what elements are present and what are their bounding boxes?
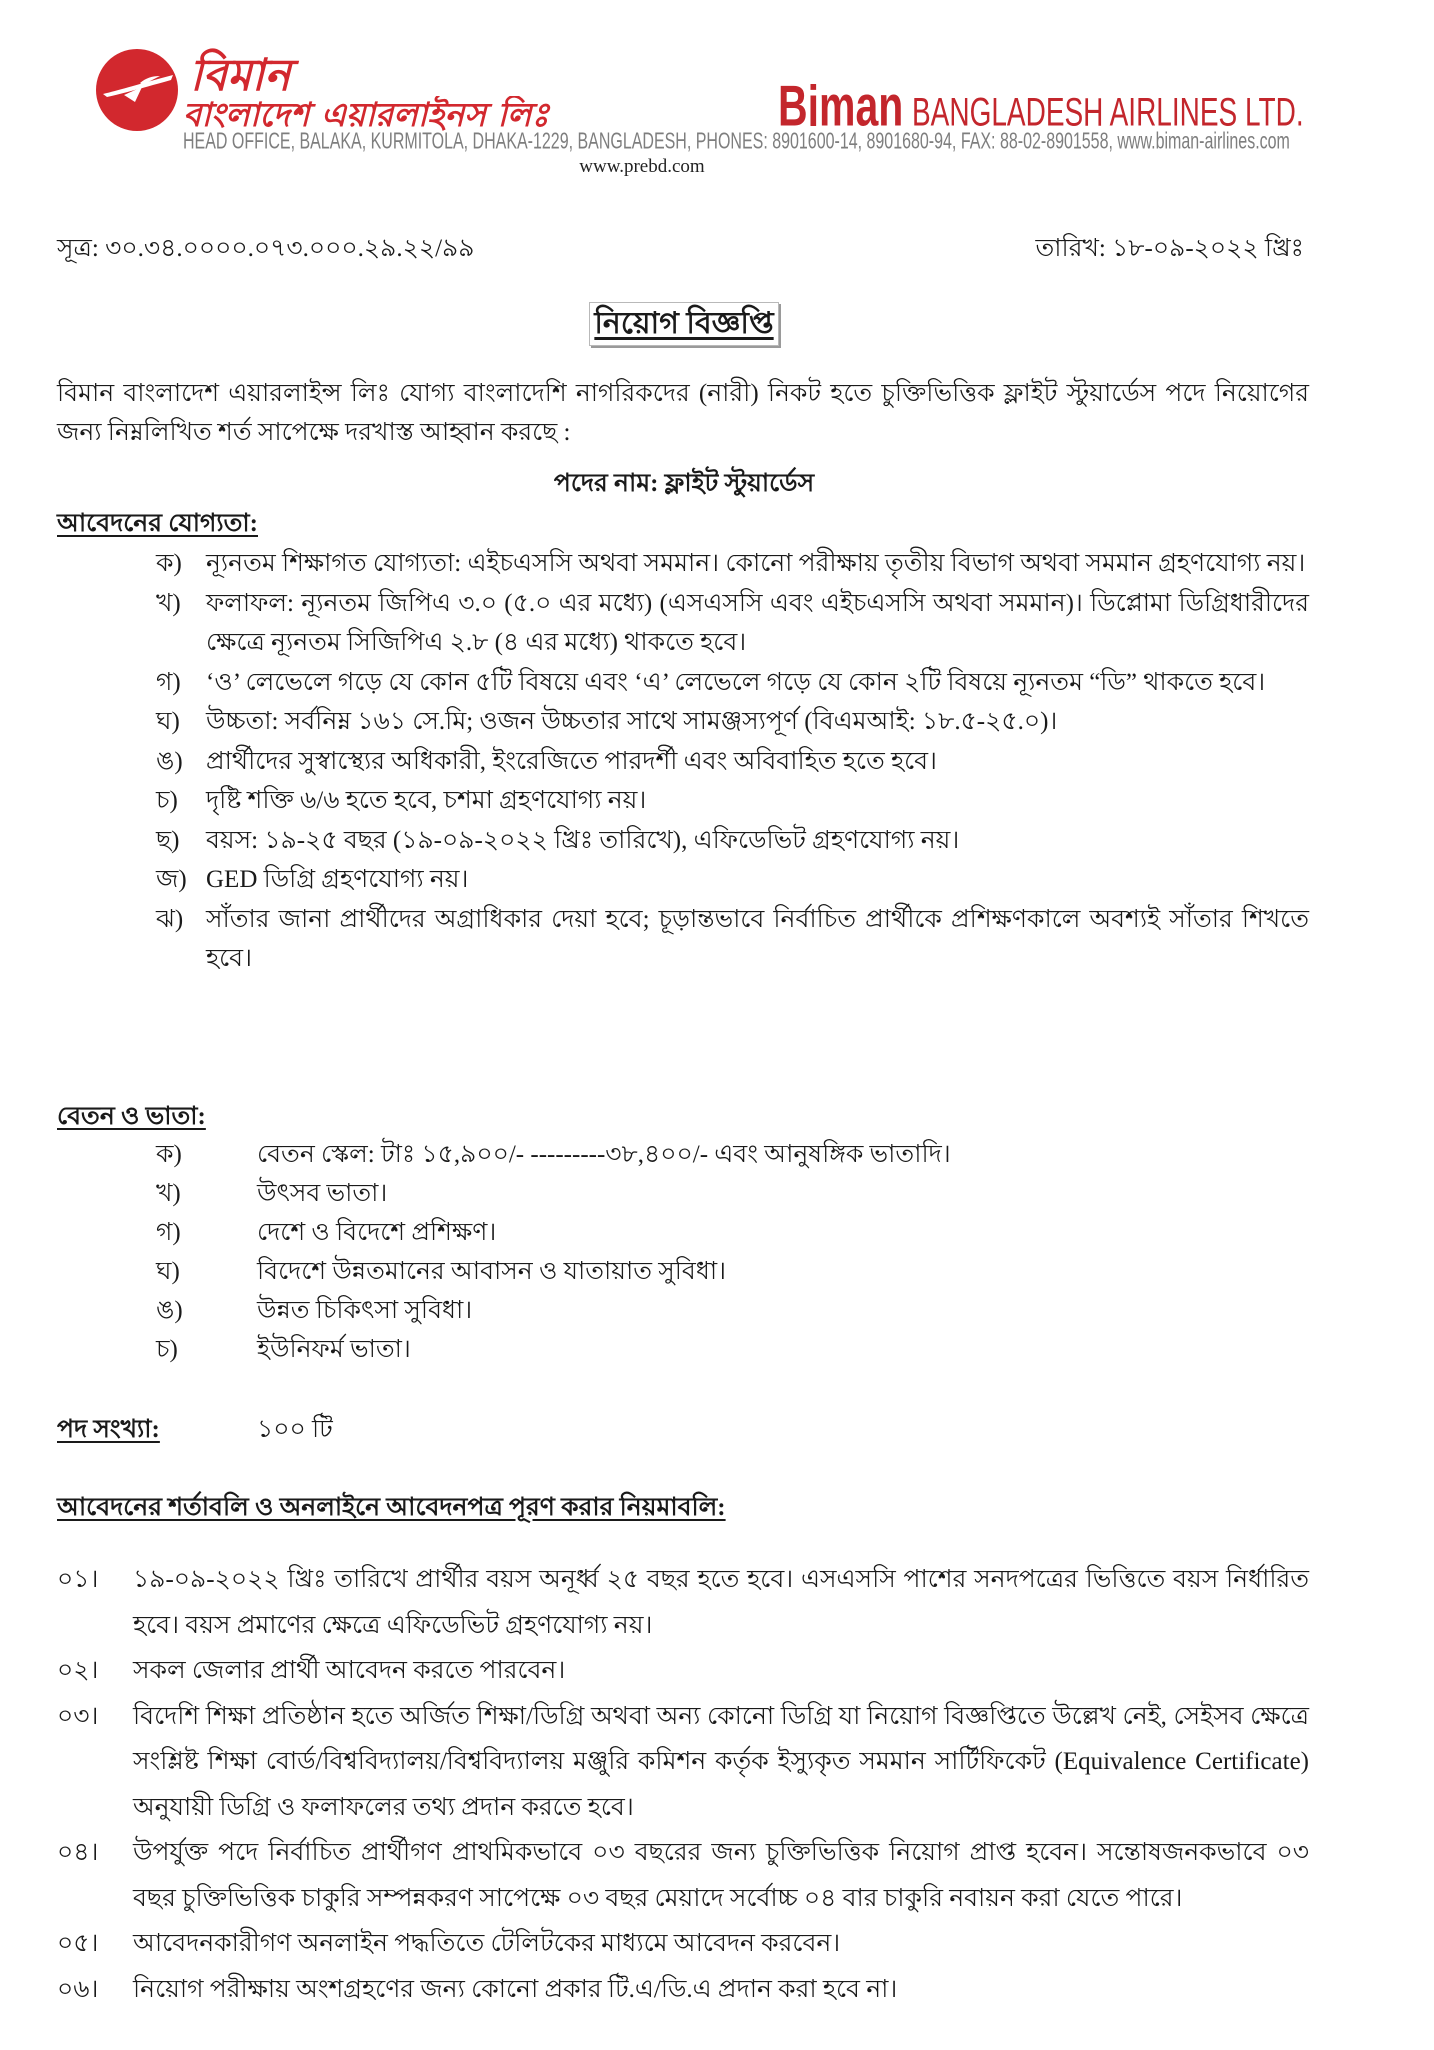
benefits-heading: বেতন ও ভাতা:: [57, 1103, 206, 1130]
page-title: নিয়োগ বিজ্ঞপ্তি: [589, 302, 778, 346]
item-label: ক): [156, 1141, 182, 1168]
issue-date: তারিখ: ১৮-০৯-২০২২ খ্রিঃ: [1035, 235, 1304, 262]
item-label: খ): [156, 1180, 181, 1207]
item-label: ঝ): [156, 905, 184, 933]
item-label: ০৫।: [57, 1930, 99, 1957]
item-label: জ): [156, 866, 187, 893]
item-text: আবেদনকারীগণ অনলাইন পদ্ধতিতে টেলিটকের মাধ্যমে আবেদন করবেন।: [133, 1930, 841, 1957]
conditions-heading: আবেদনের শর্তাবলি ও অনলাইনে আবেদনপত্র পূরণ করার নিয়মাবলি:: [57, 1494, 726, 1521]
posts-row: [57, 1410, 333, 1449]
item-text: সাঁতার জানা প্রার্থীদের অগ্রাধিকার দেয়া হবে; চূড়ান্তভাবে নির্বাচিত প্রার্থীকে প্রশিক্ষণকালে অবশ্যই সাঁতার শিখতে হবে।: [206, 905, 1309, 972]
item-text: বেতন স্কেল: টাঃ ১৫,৯০০/- ---------৩৮,৪০০/- এবং আনুষঙ্গিক ভাতাদি।: [257, 1141, 951, 1168]
item-text: ১৯-০৯-২০২২ খ্রিঃ তারিখে প্রার্থীর বয়স অনূর্ধ্ব ২৫ বছর হতে হবে। এসএসসি পাশের সনদপত্রের ভিত্তিতে বয়স নির্ধারিত হবে। বয়স প্রমাণের ক্ষেত্রে এফিডেভিট গ্রহণযোগ্য নয়।: [133, 1566, 1309, 1639]
item-label: ঘ): [156, 1258, 180, 1285]
item-label: ঙ): [156, 1297, 183, 1324]
benefit-item: [156, 1252, 1309, 1291]
eligibility-item: [156, 702, 1309, 742]
item-text: উচ্চতা: সর্বনিম্ন ১৬১ সে.মি; ওজন উচ্চতার সাথে সামঞ্জস্যপূর্ণ (বিএমআই: ১৮.৫-২৫.০)।: [206, 708, 1058, 735]
condition-item: [57, 1967, 1309, 2013]
item-label: গ): [156, 1219, 181, 1246]
eligibility-item: [156, 742, 1309, 782]
eligibility-heading: আবেদনের যোগ্যতা:: [57, 510, 258, 537]
title-container: [0, 302, 1368, 346]
item-text: ‘ও’ লেভেলে গড়ে যে কোন ৫টি বিষয়ে এবং ‘এ’ লেভেলে গড়ে যে কোন ২টি বিষয়ে ন্যূনতম “ডি” থাকতে হবে।: [206, 668, 1266, 696]
item-text: GED ডিগ্রি গ্রহণযোগ্য নয়।: [206, 866, 469, 893]
eligibility-item: [156, 821, 1309, 861]
item-label: ছ): [156, 826, 180, 854]
item-text: দেশে ও বিদেশে প্রশিক্ষণ।: [257, 1219, 497, 1246]
intro-paragraph: বিমান বাংলাদেশ এয়ারলাইন্স লিঃ যোগ্য বাংলাদেশি নাগরিকদের (নারী) নিকট হতে চুক্তিভিত্তিক ফ্লাইট স্টুয়ার্ডেস পদে নিয়োগের জন্য নিম্নলিখিত শর্ত সাপেক্ষে দরখাস্ত আহ্বান করছে :: [57, 380, 1309, 446]
item-text: ন্যূনতম শিক্ষাগত যোগ্যতা: এইচএসসি অথবা সমমান। কোনো পরীক্ষায় তৃতীয় বিভাগ অথবা সমমান গ্রহণযোগ্য নয়।: [206, 550, 1306, 577]
item-text: উপর্যুক্ত পদে নির্বাচিত প্রার্থীগণ প্রাথমিকভাবে ০৩ বছরের জন্য চুক্তিভিত্তিক নিয়োগ প্রাপ্ত হবেন। সন্তোষজনকভাবে ০৩ বছর চুক্তিভিত্তিক চাকুরি সম্পন্নকরণ সাপেক্ষে ০৩ বছর মেয়াদে সর্বোচ্চ ০৪ বার চাকুরি নবায়ন করা যেতে পারে।: [133, 1839, 1309, 1912]
item-text: ফলাফল: ন্যূনতম জিপিএ ৩.০ (৫.০ এর মধ্যে) (এসএসসি এবং এইচএসসি অথবা সমমান)। ডিপ্লোমা ডিগ্রিধারীদের ক্ষেত্রে ন্যূনতম সিজিপিএ ২.৮ (৪ এর মধ্যে) থাকতে হবে।: [206, 589, 1309, 656]
post-name: পদের নাম: ফ্লাইট স্টুয়ার্ডেস: [553, 470, 815, 497]
benefits-list: [156, 1135, 1309, 1369]
condition-item: [57, 1921, 1309, 1967]
eligibility-item: [156, 663, 1309, 703]
condition-item: [57, 1830, 1309, 1921]
site-watermark: www.prebd.com: [579, 156, 705, 177]
item-text: বিদেশে উন্নতমানের আবাসন ও যাতায়াত সুবিধা।: [257, 1258, 727, 1285]
item-text: সকল জেলার প্রার্থী আবেদন করতে পারবেন।: [133, 1657, 566, 1684]
eligibility-item: [156, 584, 1309, 663]
balaka-bird-icon: [94, 47, 180, 133]
item-text: প্রার্থীদের সুস্বাস্থ্যের অধিকারী, ইংরেজিতে পারদর্শী এবং অবিবাহিত হতে হবে।: [206, 747, 937, 775]
item-label: চ): [156, 1336, 178, 1363]
condition-item: [57, 1648, 1309, 1694]
benefit-item: [156, 1135, 1309, 1174]
item-text: দৃষ্টি শক্তি ৬/৬ হতে হবে, চশমা গ্রহণযোগ্য নয়।: [206, 787, 647, 814]
condition-item: [57, 1557, 1309, 1648]
item-label: চ): [156, 787, 178, 814]
item-label: ০১।: [57, 1566, 99, 1593]
logo-bangla-line1: বিমান: [190, 50, 291, 101]
item-label: ০৩।: [57, 1702, 99, 1730]
conditions-list: [57, 1557, 1309, 2012]
condition-item: [57, 1694, 1309, 1831]
item-text: বিদেশি শিক্ষা প্রতিষ্ঠান হতে অর্জিত শিক্ষা/ডিগ্রি অথবা অন্য কোনো ডিগ্রি যা নিয়োগ বিজ্ঞপ্তিতে উল্লেখ নেই, সেইসব ক্ষেত্রে সংশ্লিষ্ট শিক্ষা বোর্ড/বিশ্ববিদ্যালয়/বিশ্ববিদ্যালয় মঞ্জুরি কমিশন কর্তৃক ইস্যুকৃত সমমান সার্টিফিকেট (Equivalence Certificate) অনুযায়ী ডিগ্রি ও ফলাফলের তথ্য প্রদান করতে হবে।: [133, 1702, 1309, 1821]
eligibility-item: [156, 860, 1309, 900]
logo-bangla-line2: বাংলাদেশ এয়ারলাইনস লিঃ: [183, 96, 550, 134]
benefit-item: [156, 1330, 1309, 1369]
posts-value: ১০০ টি: [257, 1416, 333, 1443]
eligibility-item: [156, 544, 1309, 584]
item-label: ০২।: [57, 1657, 99, 1684]
item-label: ক): [156, 550, 182, 577]
item-text: ইউনিফর্ম ভাতা।: [257, 1336, 411, 1363]
item-label: ০৬।: [57, 1975, 99, 2003]
item-label: ঙ): [156, 747, 183, 775]
reference-number: সূত্র: ৩০.৩৪.০০০০.০৭৩.০০০.২৯.২২/৯৯: [57, 235, 475, 262]
brand-name: Biman: [778, 73, 904, 139]
item-text: নিয়োগ পরীক্ষায় অংশগ্রহণের জন্য কোনো প্রকার টি.এ/ডি.এ প্রদান করা হবে না।: [133, 1975, 898, 2003]
brand-subtitle: BANGLADESH AIRLINES LTD.: [912, 90, 1304, 135]
item-text: উৎসব ভাতা।: [257, 1180, 388, 1207]
eligibility-item: [156, 781, 1309, 821]
item-text: বয়স: ১৯-২৫ বছর (১৯-০৯-২০২২ খ্রিঃ তারিখে), এফিডেভিট গ্রহণযোগ্য নয়।: [206, 826, 960, 854]
eligibility-item: [156, 900, 1309, 979]
benefit-item: [156, 1174, 1309, 1213]
benefit-item: [156, 1291, 1309, 1330]
head-office-address: HEAD OFFICE, BALAKA, KURMITOLA, DHAKA-1229, BANGLADESH, PHONES: 8901600-14, 8901680-94, FAX: 88-02-8901558, www.biman-airlines.com: [183, 129, 1290, 155]
posts-label: পদ সংখ্যা:: [57, 1416, 160, 1443]
item-label: ০৪।: [57, 1839, 99, 1866]
item-text: উন্নত চিকিৎসা সুবিধা।: [257, 1297, 473, 1324]
eligibility-list: [156, 544, 1309, 979]
item-label: খ): [156, 589, 181, 617]
benefit-item: [156, 1213, 1309, 1252]
item-label: গ): [156, 668, 181, 696]
item-label: ঘ): [156, 708, 180, 735]
